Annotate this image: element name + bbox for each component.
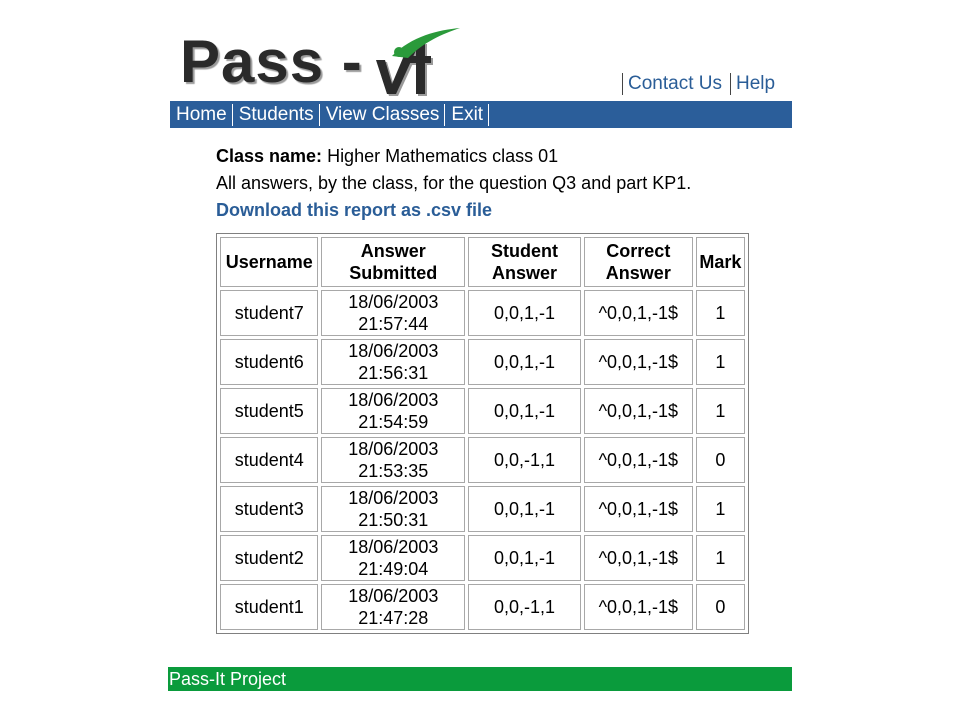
table-row xyxy=(220,437,745,483)
header-username: Username xyxy=(220,237,318,287)
pass-it-logo[interactable] xyxy=(180,22,470,102)
cell-correct-answer: ^0,0,1,-1$ xyxy=(584,339,693,385)
cell-username: student5 xyxy=(220,388,318,434)
contact-us-link[interactable]: Contact Us xyxy=(628,73,722,94)
cell-student-answer: 0,0,-1,1 xyxy=(468,437,581,483)
report-info xyxy=(216,145,776,221)
cell-submitted: 18/06/2003 21:49:04 xyxy=(321,535,465,581)
logo-text: Pass - xyxy=(180,28,363,95)
divider xyxy=(730,73,731,95)
header-correct-answer: Correct Answer xyxy=(584,237,693,287)
cell-submitted: 18/06/2003 21:53:35 xyxy=(321,437,465,483)
class-name-label: Class name: xyxy=(216,146,323,166)
cell-submitted: 18/06/2003 21:50:31 xyxy=(321,486,465,532)
cell-mark: 0 xyxy=(696,584,745,630)
table-row xyxy=(220,584,745,630)
cell-username: student2 xyxy=(220,535,318,581)
cell-username: student1 xyxy=(220,584,318,630)
cell-username: student3 xyxy=(220,486,318,532)
cell-username: student4 xyxy=(220,437,318,483)
cell-submitted: 18/06/2003 21:54:59 xyxy=(321,388,465,434)
header-mark: Mark xyxy=(696,237,745,287)
table-row xyxy=(220,486,745,532)
cell-mark: 0 xyxy=(696,437,745,483)
cell-username: student7 xyxy=(220,290,318,336)
cell-mark: 1 xyxy=(696,388,745,434)
cell-student-answer: 0,0,-1,1 xyxy=(468,584,581,630)
cell-correct-answer: ^0,0,1,-1$ xyxy=(584,535,693,581)
table-header-row xyxy=(220,237,745,287)
cell-correct-answer: ^0,0,1,-1$ xyxy=(584,486,693,532)
class-name-value: Higher Mathematics class 01 xyxy=(322,146,559,166)
download-csv-link[interactable]: Download this report as .csv file xyxy=(216,200,493,220)
divider xyxy=(622,73,623,95)
nav-home[interactable]: Home xyxy=(170,104,233,126)
cell-username: student6 xyxy=(220,339,318,385)
cell-mark: 1 xyxy=(696,535,745,581)
top-links xyxy=(620,73,775,95)
table-row xyxy=(220,290,745,336)
footer-bar xyxy=(168,667,792,691)
cell-correct-answer: ^0,0,1,-1$ xyxy=(584,584,693,630)
logo-tick-icon xyxy=(180,22,470,102)
cell-submitted: 18/06/2003 21:56:31 xyxy=(321,339,465,385)
nav-exit[interactable]: Exit xyxy=(445,104,489,126)
footer-text: Pass-It Project xyxy=(169,669,287,689)
header-answer-submitted: Answer Submitted xyxy=(321,237,465,287)
nav-view-classes[interactable]: View Classes xyxy=(320,104,446,126)
cell-mark: 1 xyxy=(696,339,745,385)
cell-mark: 1 xyxy=(696,290,745,336)
cell-student-answer: 0,0,1,-1 xyxy=(468,486,581,532)
cell-student-answer: 0,0,1,-1 xyxy=(468,290,581,336)
cell-student-answer: 0,0,1,-1 xyxy=(468,339,581,385)
cell-submitted: 18/06/2003 21:47:28 xyxy=(321,584,465,630)
answers-table xyxy=(216,233,749,634)
nav-students[interactable]: Students xyxy=(233,104,320,126)
main-nav-bar xyxy=(170,101,792,128)
help-link[interactable]: Help xyxy=(735,73,776,94)
cell-correct-answer: ^0,0,1,-1$ xyxy=(584,437,693,483)
report-description: All answers, by the class, for the question Q3 and part KP1. xyxy=(216,173,692,193)
table-body xyxy=(220,290,745,630)
cell-student-answer: 0,0,1,-1 xyxy=(468,535,581,581)
header-student-answer: Student Answer xyxy=(468,237,581,287)
cell-correct-answer: ^0,0,1,-1$ xyxy=(584,388,693,434)
table-row xyxy=(220,535,745,581)
table-row xyxy=(220,388,745,434)
cell-student-answer: 0,0,1,-1 xyxy=(468,388,581,434)
class-name-line xyxy=(216,145,776,172)
cell-mark: 1 xyxy=(696,486,745,532)
cell-correct-answer: ^0,0,1,-1$ xyxy=(584,290,693,336)
cell-submitted: 18/06/2003 21:57:44 xyxy=(321,290,465,336)
table-row xyxy=(220,339,745,385)
